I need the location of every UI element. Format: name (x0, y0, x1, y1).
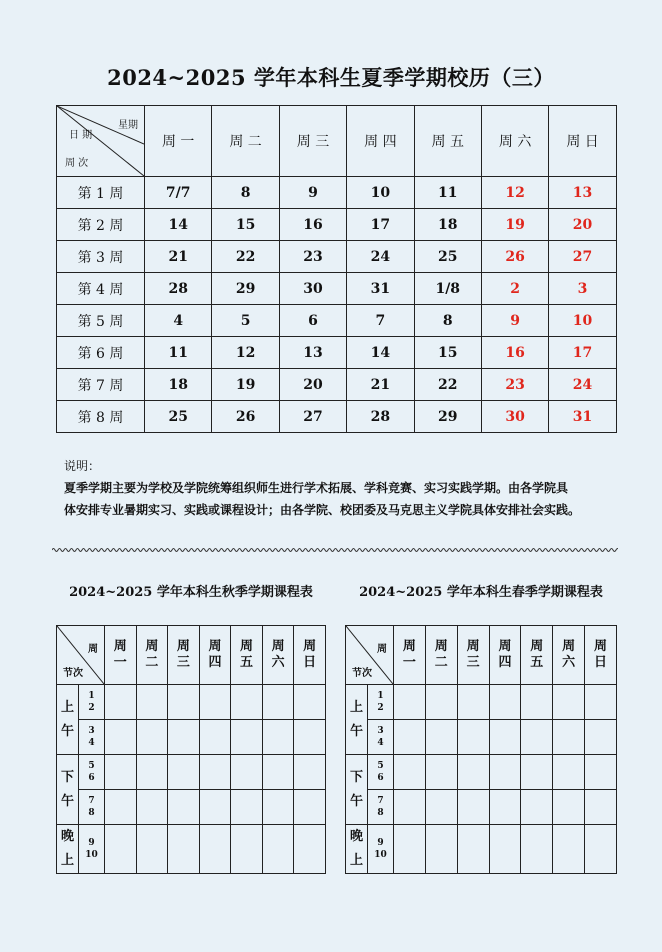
schedule-empty-cell (294, 720, 326, 755)
schedule-empty-cell (294, 825, 326, 874)
schedule-empty-cell (585, 720, 617, 755)
week-label: 第 7 周 (57, 369, 145, 401)
schedule-empty-cell (553, 825, 585, 874)
schedule-group-label (57, 685, 79, 755)
date-cell: 30 (481, 401, 548, 433)
schedule-corner-cell (346, 626, 394, 685)
schedule-empty-cell (105, 825, 137, 874)
schedule-empty-cell (585, 755, 617, 790)
schedule-period-row (346, 790, 617, 825)
day-header-top: 周 (176, 639, 190, 654)
day-header-fri: 周 五 (414, 106, 481, 177)
period-num-1: 9 (377, 838, 384, 848)
date-cell: 21 (347, 369, 414, 401)
group-char-2: 午 (60, 723, 74, 739)
autumn-schedule-title: 2024~2025 学年本科生秋季学期课程表 (69, 585, 313, 600)
period-num-2: 8 (88, 808, 95, 818)
schedule-day-header (521, 626, 553, 685)
schedule-empty-cell (136, 825, 168, 874)
day-header-mon: 周 一 (145, 106, 212, 177)
schedule-empty-cell (168, 755, 200, 790)
day-header-top: 周 (145, 639, 159, 654)
schedule-corner-week-label: 周 (88, 644, 98, 655)
date-cell: 13 (279, 337, 346, 369)
schedule-empty-cell (425, 825, 457, 874)
day-header-bottom: 一 (402, 655, 416, 670)
schedule-empty-cell (457, 720, 489, 755)
date-cell: 29 (414, 401, 481, 433)
date-cell: 19 (481, 209, 548, 241)
schedule-empty-cell (168, 685, 200, 720)
week-label: 第 8 周 (57, 401, 145, 433)
schedule-empty-cell (457, 685, 489, 720)
corner-date-label: 日 期 (69, 130, 93, 141)
schedule-period-row (57, 790, 326, 825)
schedule-empty-cell (585, 790, 617, 825)
date-cell: 25 (414, 241, 481, 273)
week-label: 第 5 周 (57, 305, 145, 337)
schedule-empty-cell (262, 755, 294, 790)
schedule-empty-cell (262, 825, 294, 874)
summer-calendar-table (56, 105, 617, 433)
period-num-1: 7 (88, 796, 95, 806)
schedule-period-label (368, 825, 394, 874)
week-row (57, 401, 617, 433)
schedule-group-label (57, 825, 79, 874)
group-char-1: 下 (60, 769, 74, 785)
date-cell: 13 (549, 177, 616, 209)
day-header-bottom: 二 (145, 655, 159, 670)
schedule-day-header (394, 626, 426, 685)
date-cell: 18 (145, 369, 212, 401)
wavy-divider (52, 545, 618, 555)
date-cell: 20 (279, 369, 346, 401)
date-cell: 1/8 (414, 273, 481, 305)
date-cell: 24 (549, 369, 616, 401)
period-num-1: 5 (88, 761, 95, 771)
spring-schedule-title: 2024~2025 学年本科生春季学期课程表 (359, 585, 603, 600)
date-cell: 30 (279, 273, 346, 305)
period-num-1: 7 (377, 796, 384, 806)
schedule-day-header (199, 626, 231, 685)
schedule-empty-cell (231, 720, 263, 755)
period-num-2: 8 (377, 808, 384, 818)
schedule-day-header (136, 626, 168, 685)
date-cell: 7/7 (145, 177, 212, 209)
date-cell: 23 (279, 241, 346, 273)
schedule-empty-cell (489, 825, 521, 874)
schedule-empty-cell (199, 720, 231, 755)
schedule-empty-cell (521, 825, 553, 874)
schedule-empty-cell (199, 685, 231, 720)
schedule-period-row (57, 825, 326, 874)
period-num-1: 3 (88, 726, 95, 736)
period-num-2: 10 (85, 850, 98, 860)
date-cell: 31 (549, 401, 616, 433)
schedule-period-row (57, 720, 326, 755)
schedule-empty-cell (394, 720, 426, 755)
schedule-period-label (368, 720, 394, 755)
week-label: 第 1 周 (57, 177, 145, 209)
period-num-1: 9 (88, 838, 95, 848)
period-num-2: 2 (377, 703, 384, 713)
day-header-bottom: 五 (530, 655, 544, 670)
week-label: 第 4 周 (57, 273, 145, 305)
schedule-group-label (57, 755, 79, 825)
schedule-period-row (346, 825, 617, 874)
notes-label: 说明： (64, 459, 101, 473)
schedule-day-header (489, 626, 521, 685)
week-label: 第 3 周 (57, 241, 145, 273)
day-header-top: 周 (303, 639, 317, 654)
date-cell: 16 (279, 209, 346, 241)
group-char-1: 晚 (349, 829, 363, 844)
week-row (57, 209, 617, 241)
group-char-2: 上 (349, 853, 363, 868)
day-header-top: 周 (498, 639, 512, 654)
schedule-empty-cell (521, 790, 553, 825)
group-char-2: 午 (60, 793, 74, 809)
date-cell: 9 (481, 305, 548, 337)
week-label: 第 6 周 (57, 337, 145, 369)
schedule-empty-cell (262, 685, 294, 720)
schedule-header-row (346, 626, 617, 685)
page-title: 2024~2025 学年本科生夏季学期校历（三） (107, 65, 555, 90)
schedule-empty-cell (553, 755, 585, 790)
schedule-empty-cell (585, 685, 617, 720)
date-cell: 6 (279, 305, 346, 337)
schedule-period-label (79, 720, 105, 755)
period-num-2: 4 (377, 738, 384, 748)
date-cell: 11 (145, 337, 212, 369)
schedule-empty-cell (136, 685, 168, 720)
schedule-empty-cell (262, 720, 294, 755)
schedule-corner-cell (57, 626, 105, 685)
date-cell: 15 (212, 209, 279, 241)
day-header-bottom: 三 (176, 655, 190, 670)
schedule-period-row (346, 720, 617, 755)
schedule-group-label (346, 685, 368, 755)
schedule-empty-cell (231, 755, 263, 790)
schedule-period-row (57, 685, 326, 720)
schedule-empty-cell (294, 755, 326, 790)
date-cell: 7 (347, 305, 414, 337)
day-header-top: 周 (594, 639, 608, 654)
schedule-empty-cell (294, 790, 326, 825)
schedule-period-label (368, 755, 394, 790)
day-header-bottom: 六 (271, 655, 285, 670)
week-row (57, 273, 617, 305)
schedule-empty-cell (521, 720, 553, 755)
day-header-tue: 周 二 (212, 106, 279, 177)
day-header-top: 周 (530, 639, 544, 654)
schedule-empty-cell (553, 685, 585, 720)
date-cell: 10 (549, 305, 616, 337)
date-cell: 5 (212, 305, 279, 337)
period-num-2: 2 (88, 703, 95, 713)
period-num-2: 10 (374, 850, 387, 860)
schedule-day-header (553, 626, 585, 685)
date-cell: 15 (414, 337, 481, 369)
date-cell: 27 (279, 401, 346, 433)
schedule-group-label (346, 825, 368, 874)
date-cell: 18 (414, 209, 481, 241)
day-header-top: 周 (208, 639, 222, 654)
period-num-1: 5 (377, 761, 384, 771)
schedule-day-header (168, 626, 200, 685)
day-header-bottom: 日 (303, 655, 317, 670)
schedule-empty-cell (489, 790, 521, 825)
schedule-corner-week-label: 周 (377, 644, 387, 655)
schedule-empty-cell (553, 720, 585, 755)
schedule-empty-cell (521, 755, 553, 790)
schedule-empty-cell (489, 685, 521, 720)
date-cell: 28 (145, 273, 212, 305)
schedule-empty-cell (457, 790, 489, 825)
schedule-empty-cell (168, 790, 200, 825)
schedule-period-label (368, 790, 394, 825)
schedule-empty-cell (231, 685, 263, 720)
schedule-empty-cell (489, 720, 521, 755)
schedule-day-header (425, 626, 457, 685)
schedule-empty-cell (394, 755, 426, 790)
day-header-top: 周 (434, 639, 448, 654)
schedule-day-header (457, 626, 489, 685)
day-header-bottom: 二 (434, 655, 448, 670)
schedule-empty-cell (425, 720, 457, 755)
week-label: 第 2 周 (57, 209, 145, 241)
date-cell: 14 (347, 337, 414, 369)
schedule-empty-cell (457, 825, 489, 874)
notes-section (64, 455, 624, 521)
day-header-bottom: 日 (594, 655, 608, 670)
schedule-empty-cell (199, 790, 231, 825)
group-char-2: 午 (349, 793, 363, 809)
calendar-header-row (57, 106, 617, 177)
date-cell: 17 (549, 337, 616, 369)
date-cell: 27 (549, 241, 616, 273)
day-header-bottom: 三 (466, 655, 480, 670)
date-cell: 29 (212, 273, 279, 305)
date-cell: 25 (145, 401, 212, 433)
date-cell: 22 (212, 241, 279, 273)
date-cell: 21 (145, 241, 212, 273)
date-cell: 8 (414, 305, 481, 337)
group-char-1: 上 (60, 699, 74, 715)
date-cell: 2 (481, 273, 548, 305)
schedule-period-row (346, 685, 617, 720)
week-row (57, 337, 617, 369)
date-cell: 17 (347, 209, 414, 241)
schedule-empty-cell (105, 755, 137, 790)
schedule-empty-cell (105, 720, 137, 755)
day-header-top: 周 (271, 639, 285, 654)
schedule-empty-cell (585, 825, 617, 874)
schedule-empty-cell (231, 790, 263, 825)
corner-week-label: 周 次 (65, 158, 89, 169)
schedule-empty-cell (294, 685, 326, 720)
group-char-1: 晚 (60, 829, 74, 844)
date-cell: 4 (145, 305, 212, 337)
period-num-2: 6 (88, 773, 95, 783)
date-cell: 24 (347, 241, 414, 273)
schedule-empty-cell (199, 825, 231, 874)
day-header-bottom: 一 (113, 655, 127, 670)
schedule-corner-period-label: 节次 (352, 668, 372, 679)
date-cell: 11 (414, 177, 481, 209)
day-header-bottom: 四 (208, 655, 222, 670)
date-cell: 28 (347, 401, 414, 433)
notes-line-2: 体安排专业暑期实习、实践或课程设计；由各学院、校团委及马克思主义学院具体安排社会实践。 (64, 503, 581, 517)
schedule-period-label (368, 685, 394, 720)
date-cell: 12 (212, 337, 279, 369)
schedule-empty-cell (553, 790, 585, 825)
schedule-empty-cell (425, 685, 457, 720)
schedule-empty-cell (425, 755, 457, 790)
date-cell: 20 (549, 209, 616, 241)
date-cell: 8 (212, 177, 279, 209)
schedule-empty-cell (199, 755, 231, 790)
schedule-period-row (57, 755, 326, 790)
schedule-day-header (105, 626, 137, 685)
schedule-empty-cell (394, 790, 426, 825)
day-header-wed: 周 三 (279, 106, 346, 177)
schedule-header-row (57, 626, 326, 685)
day-header-bottom: 四 (498, 655, 512, 670)
day-header-top: 周 (562, 639, 576, 654)
schedule-empty-cell (489, 755, 521, 790)
schedule-period-label (79, 825, 105, 874)
schedule-day-header (294, 626, 326, 685)
schedule-period-label (79, 685, 105, 720)
period-num-2: 4 (88, 738, 95, 748)
period-num-1: 3 (377, 726, 384, 736)
period-num-2: 6 (377, 773, 384, 783)
schedule-empty-cell (394, 685, 426, 720)
day-header-top: 周 (402, 639, 416, 654)
schedule-period-label (79, 755, 105, 790)
spring-schedule-table (345, 625, 617, 874)
schedule-empty-cell (457, 755, 489, 790)
calendar-corner-cell (57, 106, 145, 177)
date-cell: 26 (212, 401, 279, 433)
schedule-day-header (262, 626, 294, 685)
schedule-empty-cell (136, 790, 168, 825)
date-cell: 16 (481, 337, 548, 369)
schedule-day-header (231, 626, 263, 685)
week-row (57, 369, 617, 401)
day-header-sat: 周 六 (481, 106, 548, 177)
date-cell: 22 (414, 369, 481, 401)
date-cell: 3 (549, 273, 616, 305)
week-row (57, 241, 617, 273)
group-char-1: 上 (349, 699, 363, 715)
schedule-empty-cell (521, 685, 553, 720)
day-header-top: 周 (466, 639, 480, 654)
schedule-empty-cell (105, 790, 137, 825)
group-char-2: 午 (349, 723, 363, 739)
schedule-period-row (346, 755, 617, 790)
group-char-1: 下 (349, 769, 363, 785)
date-cell: 12 (481, 177, 548, 209)
day-header-top: 周 (240, 639, 254, 654)
schedule-empty-cell (168, 720, 200, 755)
day-header-bottom: 六 (562, 655, 576, 670)
date-cell: 14 (145, 209, 212, 241)
schedule-group-label (346, 755, 368, 825)
schedule-empty-cell (425, 790, 457, 825)
schedule-empty-cell (262, 790, 294, 825)
corner-weekday-label: 星期 (118, 120, 138, 131)
period-num-1: 1 (377, 691, 384, 701)
date-cell: 9 (279, 177, 346, 209)
notes-line-1: 夏季学期主要为学校及学院统筹组织师生进行学术拓展、学科竞赛、实习实践学期。由各学院具 (64, 481, 569, 495)
date-cell: 23 (481, 369, 548, 401)
schedule-period-label (79, 790, 105, 825)
schedule-corner-period-label: 节次 (63, 668, 83, 679)
period-num-1: 1 (88, 691, 95, 701)
schedule-empty-cell (231, 825, 263, 874)
schedule-day-header (585, 626, 617, 685)
group-char-2: 上 (60, 853, 74, 868)
date-cell: 10 (347, 177, 414, 209)
week-row (57, 305, 617, 337)
schedule-empty-cell (168, 825, 200, 874)
schedule-empty-cell (136, 720, 168, 755)
schedule-empty-cell (136, 755, 168, 790)
week-row (57, 177, 617, 209)
day-header-thu: 周 四 (347, 106, 414, 177)
date-cell: 19 (212, 369, 279, 401)
day-header-top: 周 (113, 639, 127, 654)
schedule-empty-cell (394, 825, 426, 874)
date-cell: 31 (347, 273, 414, 305)
day-header-bottom: 五 (240, 655, 254, 670)
autumn-schedule-table (56, 625, 326, 874)
schedule-empty-cell (105, 685, 137, 720)
day-header-sun: 周 日 (549, 106, 616, 177)
date-cell: 26 (481, 241, 548, 273)
